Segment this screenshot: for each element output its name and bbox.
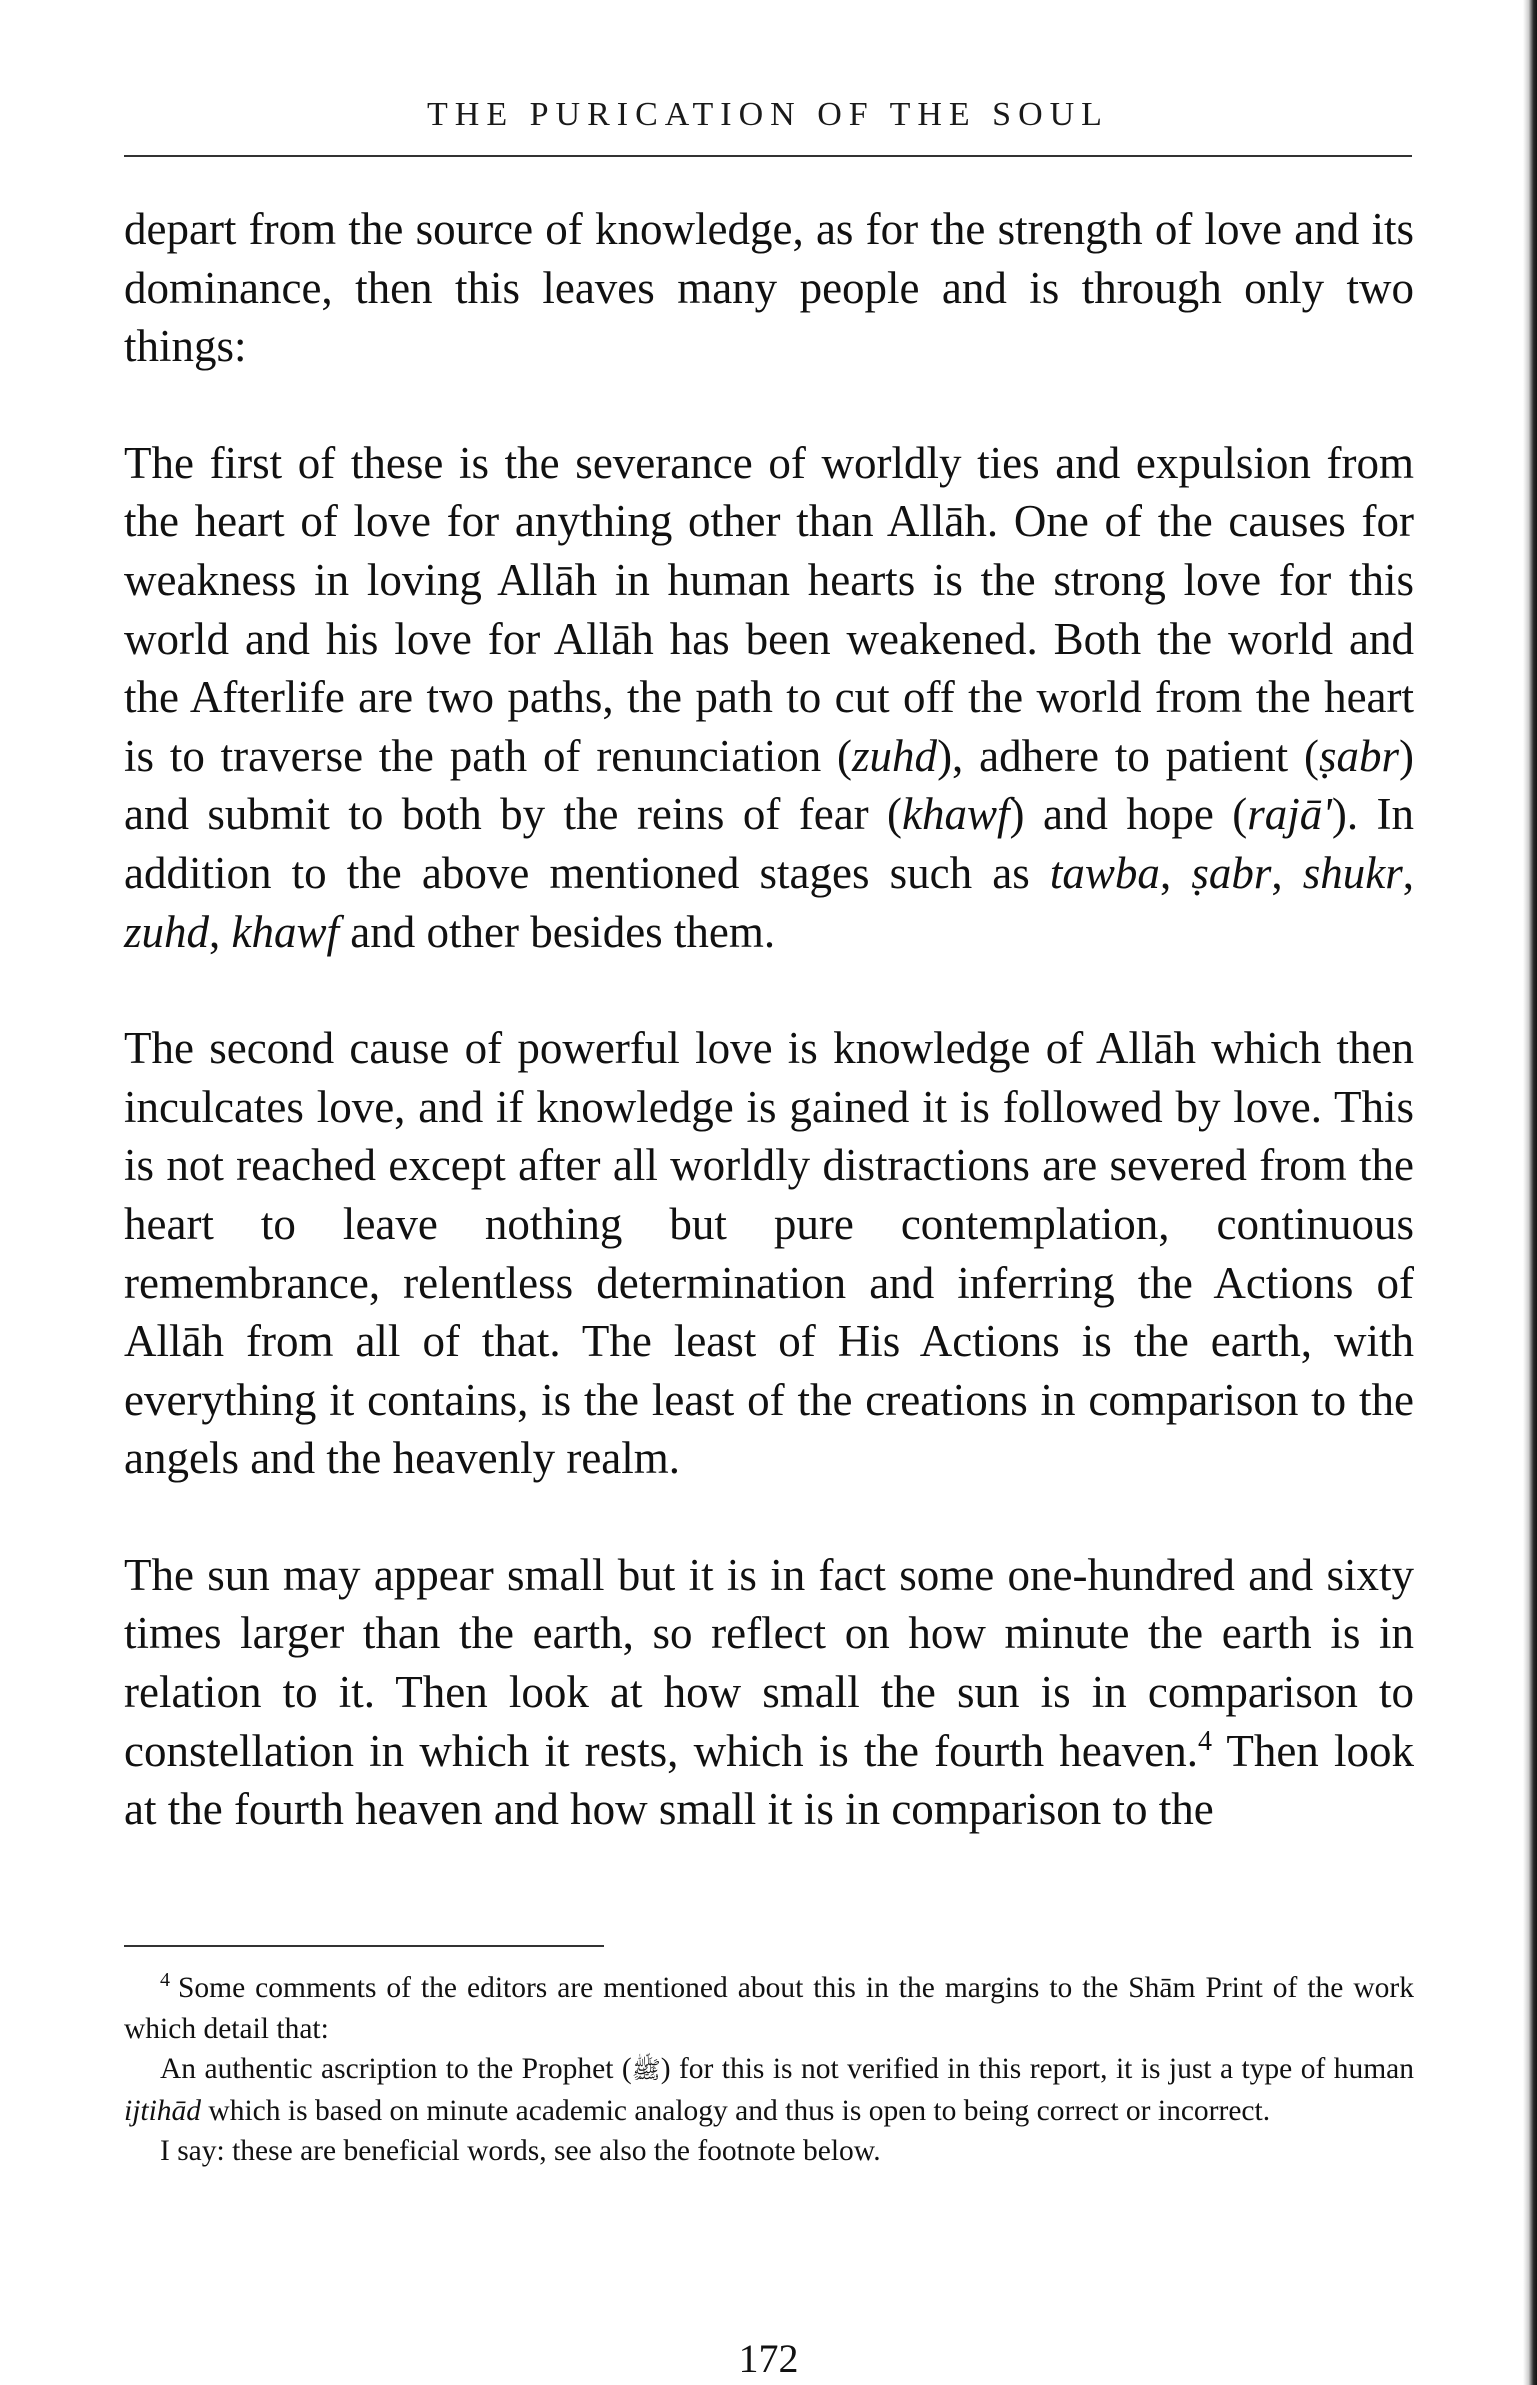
footnote-reference[interactable]: 4	[1197, 1725, 1212, 1757]
paragraph-4: The sun may appear small but it is in fact some one-hundred and sixty times larger than the earth, so reflect on how minute the earth is in relation to it. Then look at how small the sun is in comparison to constellation in which it rests, which is the fourth heaven.$^4$ Then look at the fourth heaven and how small it is in comparison to the	[124, 1549, 1414, 1835]
footnote-4-line-2: An authentic ascription to the Prophet (ﷺ) for this is not verified in this report, it is just a type of human ijtihād which is based on minute academic analogy and thus is open to being correct or incorrect.	[124, 2053, 1414, 2127]
page-number: 172	[738, 2336, 799, 2381]
footnote-rule	[124, 1945, 604, 1947]
salawat-icon: ﷺ	[631, 2056, 661, 2084]
paragraph-3: The second cause of powerful love is knowledge of Allāh which then inculcates love, and if knowledge is gained it is followed by love. This is not reached except after all worldly distractions are severed from the heart to leave nothing but pure contemplation, continuous remembrance, relentless determination and inferring the Actions of Allāh from all of that. The least of His Actions is the earth, with everything it contains, is the least of the creations in comparison to the angels and the heavenly realm.	[124, 1023, 1414, 1484]
scan-edge-shadow	[1523, 0, 1537, 2385]
running-header: THE PURICATION OF THE SOUL	[427, 96, 1109, 133]
footnote-number: 4	[160, 1969, 170, 1992]
footnote-4-line-3: I say: these are beneficial words, see also the footnote below.	[160, 2135, 881, 2167]
footnotes	[124, 1968, 1414, 2172]
paragraph-1: depart from the source of knowledge, as for the strength of love and its dominance, then this leaves many people and is through only two things:	[124, 204, 1414, 372]
header-rule	[124, 155, 1412, 157]
footnote-4-line-1: $^4$ Some comments of the editors are mentioned about this in the margins to the Shām Print of the work which detail that:	[124, 1969, 1414, 2045]
body-text	[124, 200, 1414, 1897]
paragraph-2: The first of these is the severance of worldly ties and expulsion from the heart of love for anything other than Allāh. One of the causes for weakness in loving Allāh in human hearts is the strong love for this world and his love for Allāh has been weakened. Both the world and the Afterlife are two paths, the path to cut off the world from the heart is to traverse the path of renunciation (zuhd), adhere to patient (ṣabr) and submit to both by the reins of fear (khawf) and hope (rajā'). In addition to the above mentioned stages such as tawba, ṣabr, shukr, zuhd, khawf and other besides them.	[124, 437, 1414, 957]
